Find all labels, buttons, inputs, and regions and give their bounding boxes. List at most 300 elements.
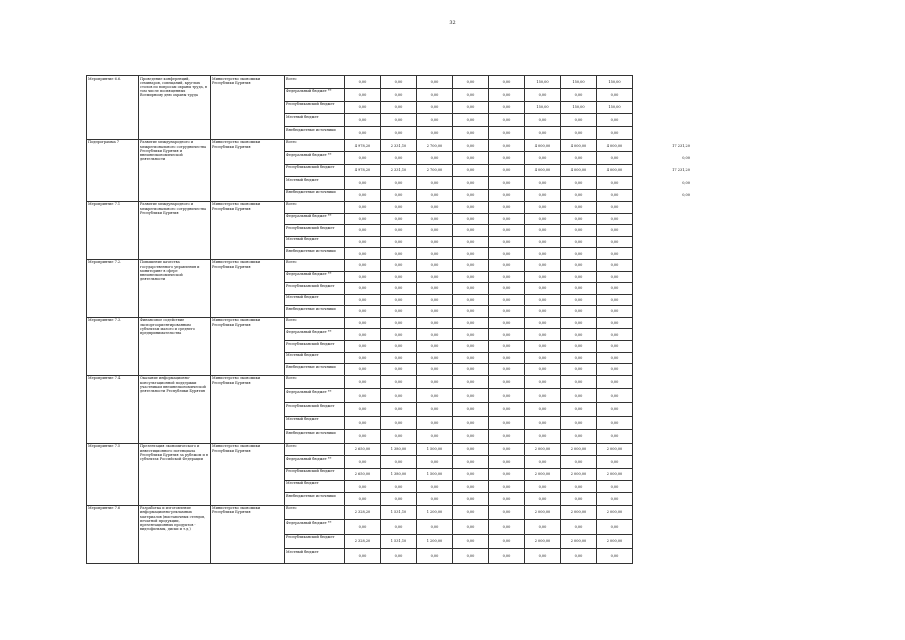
table-row <box>87 375 633 389</box>
amount-cell: 0,00 <box>597 88 633 101</box>
amount-cell: 0,00 <box>417 352 453 364</box>
row-name: Повышение качества государственного управления и мониторинг в сфере внешнеэкономической деятельности <box>139 259 211 317</box>
amount-cell: 0,00 <box>525 114 561 127</box>
amount-cell: 1 380,00 <box>381 443 417 455</box>
amount-cell: 0,00 <box>525 549 561 564</box>
amount-cell: 0,00 <box>453 201 489 213</box>
amount-cell: 0,00 <box>489 549 525 564</box>
amount-cell: 0,00 <box>489 88 525 101</box>
funding-source: Всего <box>285 201 345 213</box>
amount-cell: 0,00 <box>561 389 597 403</box>
amount-cell: 0,00 <box>345 389 381 403</box>
amount-cell: 0,00 <box>345 430 381 444</box>
amount-cell: 0,00 <box>525 177 561 189</box>
amount-cell: 0,00 <box>489 201 525 213</box>
amount-cell: 0,00 <box>417 189 453 201</box>
amount-cell: 1 380,00 <box>381 468 417 480</box>
amount-cell: 0,00 <box>381 480 417 492</box>
amount-cell: 0,00 <box>597 225 633 237</box>
amount-cell: 0,00 <box>381 213 417 225</box>
amount-cell: 2 000,00 <box>597 443 633 455</box>
amount-cell: 2 328,20 <box>345 505 381 520</box>
amount-cell: 0,00 <box>381 364 417 376</box>
funding-source: Всего <box>285 505 345 520</box>
row-executor: Министерство экономики Республики Бурятия <box>211 76 285 140</box>
amount-cell: 0,00 <box>381 403 417 417</box>
table-row <box>87 139 633 151</box>
amount-cell: 0,00 <box>417 317 453 329</box>
amount-cell: 0,00 <box>525 456 561 468</box>
amount-cell: 0,00 <box>489 101 525 114</box>
amount-cell: 0,00 <box>525 329 561 341</box>
amount-cell: 0,00 <box>381 317 417 329</box>
amount-cell: 0,00 <box>345 259 381 271</box>
amount-cell: 0,00 <box>417 430 453 444</box>
amount-cell: 0,00 <box>417 389 453 403</box>
amount-cell: 0,00 <box>489 177 525 189</box>
amount-cell: 0,00 <box>345 213 381 225</box>
amount-cell: 4 000,00 <box>561 164 597 176</box>
amount-cell: 0,00 <box>453 236 489 248</box>
funding-source: Внебюджетные источники <box>285 493 345 505</box>
amount-cell: 0,00 <box>489 306 525 318</box>
amount-cell: 4 000,00 <box>597 139 633 151</box>
amount-cell: 2 328,20 <box>345 534 381 549</box>
amount-cell: 0,00 <box>381 76 417 89</box>
amount-cell: 0,00 <box>561 177 597 189</box>
amount-cell: 150,00 <box>597 76 633 89</box>
row-name: Разработка и изготовление информационно-рекламных материалов (выставочных стендов, печатной продукции, презентационных продуктов - видеофильмы, диски и т.д.) <box>139 505 211 563</box>
amount-cell: 0,00 <box>489 317 525 329</box>
amount-cell: 0,00 <box>417 114 453 127</box>
amount-cell: 0,00 <box>417 236 453 248</box>
amount-cell: 0,00 <box>453 88 489 101</box>
amount-cell: 2 650,00 <box>345 468 381 480</box>
amount-cell: 0,00 <box>525 283 561 295</box>
amount-cell: 1 500,00 <box>417 443 453 455</box>
amount-cell: 0,00 <box>345 416 381 430</box>
amount-cell: 0,00 <box>489 430 525 444</box>
amount-cell: 0,00 <box>561 352 597 364</box>
amount-cell: 0,00 <box>417 152 453 164</box>
amount-cell: 0,00 <box>597 375 633 389</box>
amount-cell: 0,00 <box>597 271 633 283</box>
amount-cell: 0,00 <box>525 248 561 260</box>
funding-source: Местный бюджет <box>285 416 345 430</box>
amount-cell: 0,00 <box>561 88 597 101</box>
table-row <box>87 76 633 89</box>
amount-cell: 0,00 <box>525 88 561 101</box>
amount-cell: 0,00 <box>525 341 561 353</box>
amount-cell: 0,00 <box>453 549 489 564</box>
amount-cell: 2 331,10 <box>381 139 417 151</box>
funding-source: Федеральный бюджет ** <box>285 271 345 283</box>
amount-cell: 0,00 <box>597 493 633 505</box>
amount-cell: 0,00 <box>597 352 633 364</box>
amount-cell: 0,00 <box>525 189 561 201</box>
amount-cell: 0,00 <box>489 443 525 455</box>
table-row <box>87 259 633 271</box>
amount-cell: 0,00 <box>489 364 525 376</box>
amount-cell: 0,00 <box>561 430 597 444</box>
amount-cell: 0,00 <box>417 201 453 213</box>
amount-cell: 0,00 <box>489 468 525 480</box>
amount-cell: 0,00 <box>453 480 489 492</box>
amount-cell: 0,00 <box>453 416 489 430</box>
amount-cell: 0,00 <box>597 416 633 430</box>
amount-cell: 0,00 <box>597 456 633 468</box>
amount-cell: 0,00 <box>561 225 597 237</box>
amount-cell: 0,00 <box>453 329 489 341</box>
amount-cell: 0,00 <box>561 341 597 353</box>
amount-cell: 0,00 <box>597 294 633 306</box>
table-row <box>87 317 633 329</box>
amount-cell: 0,00 <box>381 259 417 271</box>
amount-cell: 0,00 <box>453 341 489 353</box>
amount-cell: 0,00 <box>453 164 489 176</box>
amount-cell: 0,00 <box>525 403 561 417</box>
amount-cell: 0,00 <box>381 177 417 189</box>
amount-cell: 0,00 <box>525 236 561 248</box>
amount-cell: 0,00 <box>453 294 489 306</box>
amount-cell: 0,00 <box>489 416 525 430</box>
amount-cell: 0,00 <box>597 236 633 248</box>
page-number: 32 <box>449 20 456 26</box>
amount-cell: 0,00 <box>561 364 597 376</box>
amount-cell: 0,00 <box>417 225 453 237</box>
row-executor: Министерство экономики Республики Бурятия <box>211 139 285 201</box>
amount-cell: 0,00 <box>489 403 525 417</box>
amount-cell: 0,00 <box>345 329 381 341</box>
amount-cell: 0,00 <box>453 403 489 417</box>
amount-cell: 0,00 <box>561 283 597 295</box>
amount-cell: 0,00 <box>453 177 489 189</box>
amount-cell: 0,00 <box>561 549 597 564</box>
budget-table <box>86 75 633 564</box>
amount-cell: 0,00 <box>381 430 417 444</box>
amount-cell: 0,00 <box>417 493 453 505</box>
amount-cell: 0,00 <box>453 505 489 520</box>
amount-cell: 2 000,00 <box>561 443 597 455</box>
amount-cell: 0,00 <box>561 271 597 283</box>
funding-source: Федеральный бюджет ** <box>285 152 345 164</box>
amount-cell: 0,00 <box>561 213 597 225</box>
amount-cell: 0,00 <box>525 375 561 389</box>
funding-source: Республиканский бюджет <box>285 164 345 176</box>
amount-cell: 0,00 <box>381 329 417 341</box>
amount-cell: 0,00 <box>453 283 489 295</box>
amount-cell: 0,00 <box>417 248 453 260</box>
amount-cell: 0,00 <box>345 236 381 248</box>
amount-cell: 0,00 <box>453 225 489 237</box>
amount-cell: 2 000,00 <box>525 534 561 549</box>
amount-cell: 2 700,00 <box>417 139 453 151</box>
amount-cell: 0,00 <box>561 480 597 492</box>
amount-cell: 0,00 <box>453 534 489 549</box>
amount-cell: 0,00 <box>381 389 417 403</box>
amount-cell: 0,00 <box>345 152 381 164</box>
amount-cell: 0,00 <box>453 127 489 140</box>
amount-cell: 0,00 <box>453 152 489 164</box>
amount-cell: 0,00 <box>525 213 561 225</box>
funding-source: Всего <box>285 139 345 151</box>
amount-cell: 0,00 <box>453 271 489 283</box>
funding-source: Федеральный бюджет ** <box>285 520 345 535</box>
amount-cell: 0,00 <box>417 177 453 189</box>
amount-cell: 0,00 <box>417 480 453 492</box>
amount-cell: 0,00 <box>381 114 417 127</box>
funding-source: Республиканский бюджет <box>285 283 345 295</box>
amount-cell: 0,00 <box>489 259 525 271</box>
amount-cell: 0,00 <box>381 189 417 201</box>
amount-cell: 2 000,00 <box>597 534 633 549</box>
row-executor: Министерство экономики Республики Бурятия <box>211 443 285 505</box>
amount-cell: 0,00 <box>417 403 453 417</box>
amount-cell: 0,00 <box>597 317 633 329</box>
amount-cell: 0,00 <box>417 213 453 225</box>
funding-source: Внебюджетные источники <box>285 127 345 140</box>
amount-cell: 2 000,00 <box>525 505 561 520</box>
extra-total: 0,00 <box>682 180 690 185</box>
amount-cell: 2 000,00 <box>561 505 597 520</box>
amount-cell: 0,00 <box>525 294 561 306</box>
amount-cell: 0,00 <box>381 306 417 318</box>
amount-cell: 0,00 <box>381 341 417 353</box>
amount-cell: 0,00 <box>453 352 489 364</box>
extra-total: 17 231,20 <box>672 168 690 173</box>
amount-cell: 0,00 <box>453 456 489 468</box>
row-name: Развитие международного и межрегионального сотрудничества Республики Бурятия и внешнеэкономической деятельности <box>139 139 211 201</box>
amount-cell: 0,00 <box>561 236 597 248</box>
amount-cell: 0,00 <box>525 201 561 213</box>
amount-cell: 0,00 <box>453 389 489 403</box>
amount-cell: 0,00 <box>525 389 561 403</box>
amount-cell: 0,00 <box>345 88 381 101</box>
amount-cell: 0,00 <box>345 114 381 127</box>
amount-cell: 0,00 <box>381 456 417 468</box>
row-code: Мероприятие 7.3. <box>87 317 139 375</box>
amount-cell: 0,00 <box>453 317 489 329</box>
amount-cell: 0,00 <box>597 430 633 444</box>
amount-cell: 0,00 <box>453 213 489 225</box>
amount-cell: 0,00 <box>381 352 417 364</box>
amount-cell: 2 000,00 <box>525 443 561 455</box>
amount-cell: 2 000,00 <box>561 534 597 549</box>
amount-cell: 2 000,00 <box>597 468 633 480</box>
amount-cell: 0,00 <box>417 364 453 376</box>
amount-cell: 0,00 <box>561 317 597 329</box>
amount-cell: 150,00 <box>561 76 597 89</box>
amount-cell: 0,00 <box>417 76 453 89</box>
amount-cell: 4 000,00 <box>597 164 633 176</box>
row-name: Оказание информационно-консультационной поддержки участникам внешнеэкономической деятельности Республики Бурятия <box>139 375 211 443</box>
amount-cell: 0,00 <box>597 259 633 271</box>
row-code: Мероприятие 7.1 <box>87 201 139 259</box>
amount-cell: 0,00 <box>489 213 525 225</box>
amount-cell: 0,00 <box>561 375 597 389</box>
amount-cell: 0,00 <box>597 480 633 492</box>
funding-source: Республиканский бюджет <box>285 225 345 237</box>
amount-cell: 0,00 <box>345 306 381 318</box>
funding-source: Республиканский бюджет <box>285 101 345 114</box>
amount-cell: 150,00 <box>561 101 597 114</box>
extra-total: 0,00 <box>682 193 690 198</box>
amount-cell: 2 331,10 <box>381 164 417 176</box>
amount-cell: 0,00 <box>561 248 597 260</box>
row-code: Мероприятие 7.5 <box>87 443 139 505</box>
funding-source: Всего <box>285 375 345 389</box>
row-executor: Министерство экономики Республики Бурятия <box>211 505 285 563</box>
row-code: Подпрограмма 7 <box>87 139 139 201</box>
amount-cell: 0,00 <box>453 306 489 318</box>
amount-cell: 0,00 <box>381 101 417 114</box>
amount-cell: 0,00 <box>561 456 597 468</box>
amount-cell: 0,00 <box>525 127 561 140</box>
amount-cell: 0,00 <box>417 416 453 430</box>
funding-source: Местный бюджет <box>285 236 345 248</box>
amount-cell: 0,00 <box>417 259 453 271</box>
amount-cell: 0,00 <box>453 430 489 444</box>
amount-cell: 0,00 <box>489 375 525 389</box>
amount-cell: 0,00 <box>417 375 453 389</box>
amount-cell: 0,00 <box>381 549 417 564</box>
amount-cell: 0,00 <box>345 549 381 564</box>
amount-cell: 0,00 <box>561 403 597 417</box>
amount-cell: 0,00 <box>489 271 525 283</box>
amount-cell: 0,00 <box>345 341 381 353</box>
row-executor: Министерство экономики Республики Бурятия <box>211 375 285 443</box>
amount-cell: 0,00 <box>561 329 597 341</box>
amount-cell: 0,00 <box>489 189 525 201</box>
amount-cell: 0,00 <box>597 114 633 127</box>
amount-cell: 0,00 <box>597 283 633 295</box>
funding-source: Федеральный бюджет ** <box>285 389 345 403</box>
amount-cell: 0,00 <box>597 329 633 341</box>
amount-cell: 0,00 <box>417 549 453 564</box>
amount-cell: 1 531,10 <box>381 505 417 520</box>
amount-cell: 0,00 <box>561 294 597 306</box>
row-code: Мероприятие 7.6 <box>87 505 139 563</box>
amount-cell: 0,00 <box>381 416 417 430</box>
amount-cell: 4 978,20 <box>345 164 381 176</box>
amount-cell: 0,00 <box>345 403 381 417</box>
amount-cell: 0,00 <box>381 283 417 295</box>
amount-cell: 0,00 <box>345 101 381 114</box>
amount-cell: 0,00 <box>489 127 525 140</box>
funding-source: Всего <box>285 259 345 271</box>
amount-cell: 0,00 <box>381 294 417 306</box>
row-executor: Министерство экономики Республики Бурятия <box>211 259 285 317</box>
amount-cell: 0,00 <box>453 520 489 535</box>
amount-cell: 2 000,00 <box>561 468 597 480</box>
amount-cell: 0,00 <box>453 139 489 151</box>
funding-source: Республиканский бюджет <box>285 403 345 417</box>
amount-cell: 0,00 <box>453 364 489 376</box>
amount-cell: 0,00 <box>597 248 633 260</box>
amount-cell: 0,00 <box>453 101 489 114</box>
amount-cell: 0,00 <box>525 364 561 376</box>
amount-cell: 0,00 <box>597 306 633 318</box>
amount-cell: 0,00 <box>597 213 633 225</box>
amount-cell: 0,00 <box>561 259 597 271</box>
amount-cell: 0,00 <box>597 127 633 140</box>
amount-cell: 0,00 <box>345 480 381 492</box>
amount-cell: 0,00 <box>525 430 561 444</box>
amount-cell: 0,00 <box>417 127 453 140</box>
amount-cell: 0,00 <box>381 152 417 164</box>
amount-cell: 0,00 <box>417 294 453 306</box>
amount-cell: 0,00 <box>525 225 561 237</box>
amount-cell: 0,00 <box>453 248 489 260</box>
amount-cell: 0,00 <box>453 375 489 389</box>
amount-cell: 0,00 <box>489 283 525 295</box>
amount-cell: 0,00 <box>597 341 633 353</box>
funding-source: Всего <box>285 76 345 89</box>
amount-cell: 0,00 <box>525 259 561 271</box>
amount-cell: 0,00 <box>417 271 453 283</box>
funding-source: Федеральный бюджет ** <box>285 213 345 225</box>
amount-cell: 0,00 <box>381 375 417 389</box>
amount-cell: 0,00 <box>453 443 489 455</box>
row-code: Мероприятие 7.2. <box>87 259 139 317</box>
amount-cell: 0,00 <box>489 236 525 248</box>
amount-cell: 0,00 <box>417 283 453 295</box>
amount-cell: 2 650,00 <box>345 443 381 455</box>
amount-cell: 0,00 <box>417 456 453 468</box>
amount-cell: 0,00 <box>489 114 525 127</box>
amount-cell: 0,00 <box>597 549 633 564</box>
amount-cell: 150,00 <box>525 101 561 114</box>
amount-cell: 0,00 <box>597 189 633 201</box>
amount-cell: 0,00 <box>525 520 561 535</box>
amount-cell: 0,00 <box>345 283 381 295</box>
amount-cell: 0,00 <box>345 375 381 389</box>
amount-cell: 0,00 <box>561 127 597 140</box>
amount-cell: 0,00 <box>417 88 453 101</box>
funding-source: Местный бюджет <box>285 480 345 492</box>
amount-cell: 0,00 <box>561 306 597 318</box>
amount-cell: 0,00 <box>453 259 489 271</box>
funding-source: Внебюджетные источники <box>285 430 345 444</box>
amount-cell: 0,00 <box>489 139 525 151</box>
amount-cell: 0,00 <box>453 76 489 89</box>
amount-cell: 1 200,00 <box>417 505 453 520</box>
amount-cell: 0,00 <box>525 152 561 164</box>
amount-cell: 0,00 <box>489 456 525 468</box>
amount-cell: 0,00 <box>489 225 525 237</box>
amount-cell: 0,00 <box>489 352 525 364</box>
amount-cell: 0,00 <box>345 127 381 140</box>
funding-source: Местный бюджет <box>285 114 345 127</box>
amount-cell: 0,00 <box>345 248 381 260</box>
amount-cell: 0,00 <box>525 493 561 505</box>
funding-source: Всего <box>285 443 345 455</box>
amount-cell: 0,00 <box>345 271 381 283</box>
extra-total: 17 231,20 <box>672 143 690 148</box>
amount-cell: 0,00 <box>453 493 489 505</box>
funding-source: Республиканский бюджет <box>285 534 345 549</box>
funding-source: Внебюджетные источники <box>285 364 345 376</box>
funding-source: Всего <box>285 317 345 329</box>
amount-cell: 0,00 <box>561 201 597 213</box>
amount-cell: 0,00 <box>489 534 525 549</box>
amount-cell: 0,00 <box>381 520 417 535</box>
row-name: Финансовое содействие экспортоориентированным субъектам малого и среднего предпринимательства <box>139 317 211 375</box>
amount-cell: 0,00 <box>345 201 381 213</box>
row-executor: Министерство экономики Республики Бурятия <box>211 201 285 259</box>
amount-cell: 0,00 <box>345 189 381 201</box>
amount-cell: 0,00 <box>345 352 381 364</box>
